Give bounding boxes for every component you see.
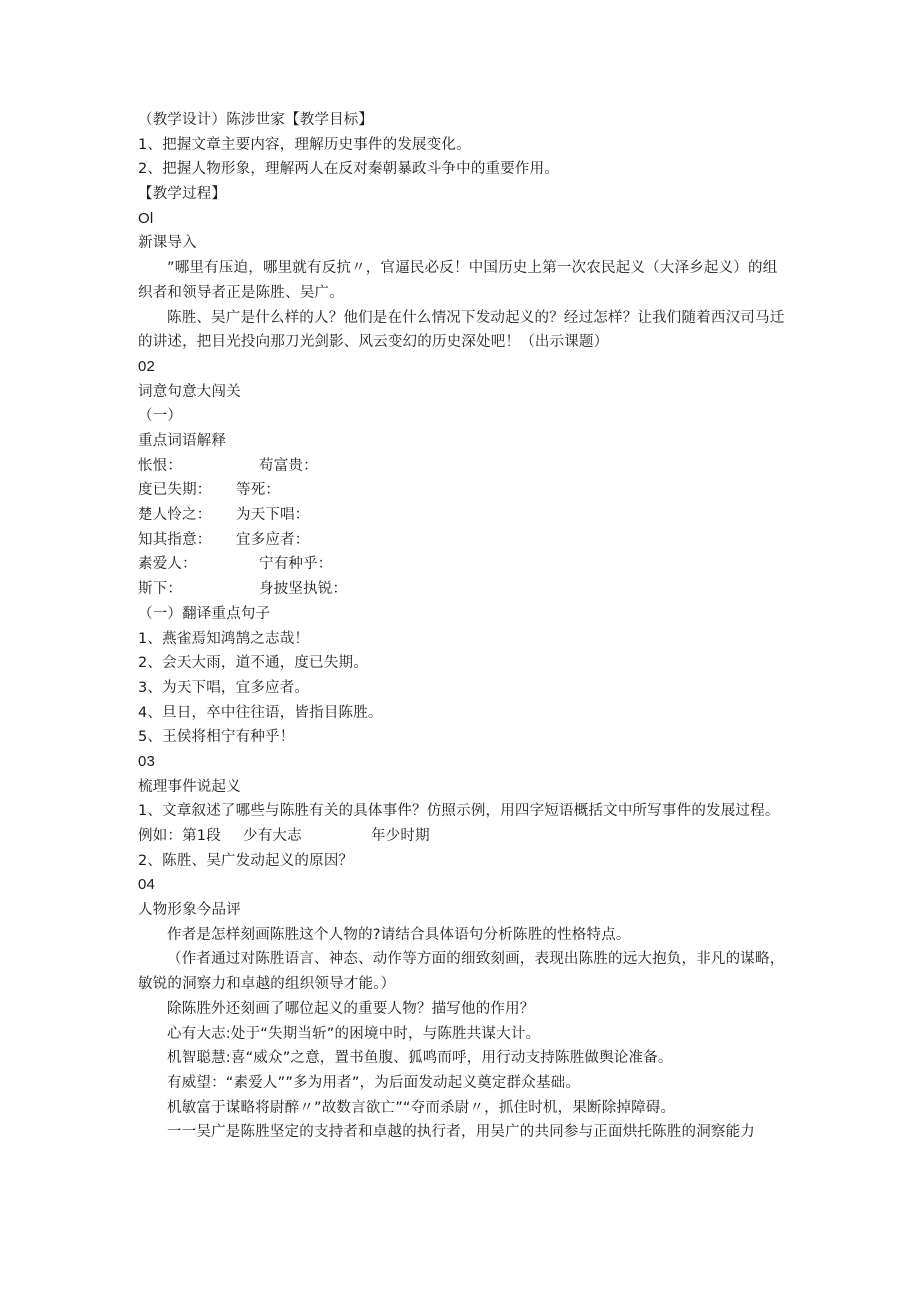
word-term: 苟富贵： [259,457,318,474]
subsection-1-title: 重点词语解释 [138,433,227,449]
word-term: 素爱人： [138,556,197,573]
document-title: （教学设计）陈涉世家【教学目标】 [138,112,374,128]
trait-item: 心有大志:处于“失期当斩”的困境中时，与陈胜共谋大计。 [167,1025,541,1042]
word-row [138,454,788,479]
word-term: 等死： [236,482,281,499]
word-term: 知其指意： [138,531,212,548]
word-row [138,503,788,528]
subsection-1-label: （一） [138,408,183,425]
section-4-number: 04 [138,876,156,894]
intro-paragraph-2: 陈胜、吴广是什么样的人？他们是在什么情况下发动起义的？经过怎样？让我们随着西汉司马迁的讲述，把目光投向那刀光剑影、风云变幻的历史深处吧！（出示课题） [138,309,785,351]
sentence-item: 2、会天大雨，道不通，度已失期。 [138,655,368,672]
goal-2: 2、把握人物形象，理解两人在反对秦朝暴政斗争中的重要作用。 [138,161,560,178]
section-3-title: 梳理事件说起义 [138,778,241,795]
word-term: 怅恨： [138,457,183,474]
section-2-number: 02 [138,357,156,375]
section-4-title: 人物形象今品评 [138,902,241,919]
intro-paragraph-1: ”哪里有压迫，哪里就有反抗〃，官逼民必反！中国历史上第一次农民起义（大泽乡起义）的组织者和领导者正是陈胜、吴广。 [138,260,778,301]
section-1-number: Ol [138,209,154,227]
trait-item: 机智聪慧:喜“威众”之意，置书鱼腹、狐鸣而呼，用行动支持陈胜做舆论准备。 [167,1050,673,1067]
word-row [138,577,788,602]
character-answer: （作者通过对陈胜语言、神态、动作等方面的细致刻画，表现出陈胜的远大抱负，非凡的谋略，敏锐的洞察力和卓越的组织领导才能。） [138,951,785,993]
word-term: 度已失期： [138,482,212,499]
document-page [138,108,788,1145]
word-row [138,478,788,503]
character-question: 作者是怎样刻画陈胜这个人物的?请结合具体语句分析陈胜的性格特点。 [167,926,631,943]
example-row [138,824,788,849]
word-row [138,528,788,553]
event-question-1: 1、文章叙述了哪些与陈胜有关的具体事件？仿照示例，用四字短语概括文中所写事件的发展过程。 [138,803,780,820]
word-term: 楚人怜之： [138,507,212,524]
example-period: 年少时期 [371,828,430,845]
sentence-item: 4、旦日，卒中往往语，皆指目陈胜。 [138,704,383,721]
trait-item: 有威望：“素爱人””多为用者”，为后面发动起义奠定群众基础。 [167,1074,581,1091]
character-question-2: 除陈胜外还刻画了哪位起义的重要人物？描写他的作用？ [167,1000,535,1017]
word-term: 宁有种乎： [259,556,333,573]
sentence-item: 5、王侯将相宁有种乎！ [138,729,295,746]
word-term: 斯下： [138,581,183,598]
example-phrase: 少有大志 [243,828,302,845]
section-3-number: 03 [138,752,156,770]
word-term: 为天下唱： [236,507,310,524]
event-question-2: 2、陈胜、吴广发动起义的原因？ [138,852,354,869]
trait-item: 机敏富于谋略将尉醉〃”故数言欲亡”“夺而杀尉〃，抓住时机，果断除掉障碍。 [167,1099,676,1116]
sentence-item: 1、燕雀焉知鸿鹄之志哉！ [138,630,310,647]
sentence-item: 3、为天下唱，宜多应者。 [138,679,310,696]
section-1-title: 新课导入 [138,235,197,252]
word-term: 身披坚执锐： [259,581,348,598]
word-row [138,552,788,577]
process-heading: 【教学过程】 [138,186,227,203]
word-term: 宜多应者： [236,531,310,548]
example-label: 例如：第1段 [138,828,221,845]
subsection-2-title: （一）翻译重点句子 [138,605,271,622]
section-2-title: 词意句意大闯关 [138,383,241,400]
closing-line: 一一吴广是陈胜坚定的支持者和卓越的执行者，用吴广的共同参与正面烘托陈胜的洞察能力 [167,1124,755,1141]
goal-1: 1、把握文章主要内容，理解历史事件的发展变化。 [138,136,471,153]
